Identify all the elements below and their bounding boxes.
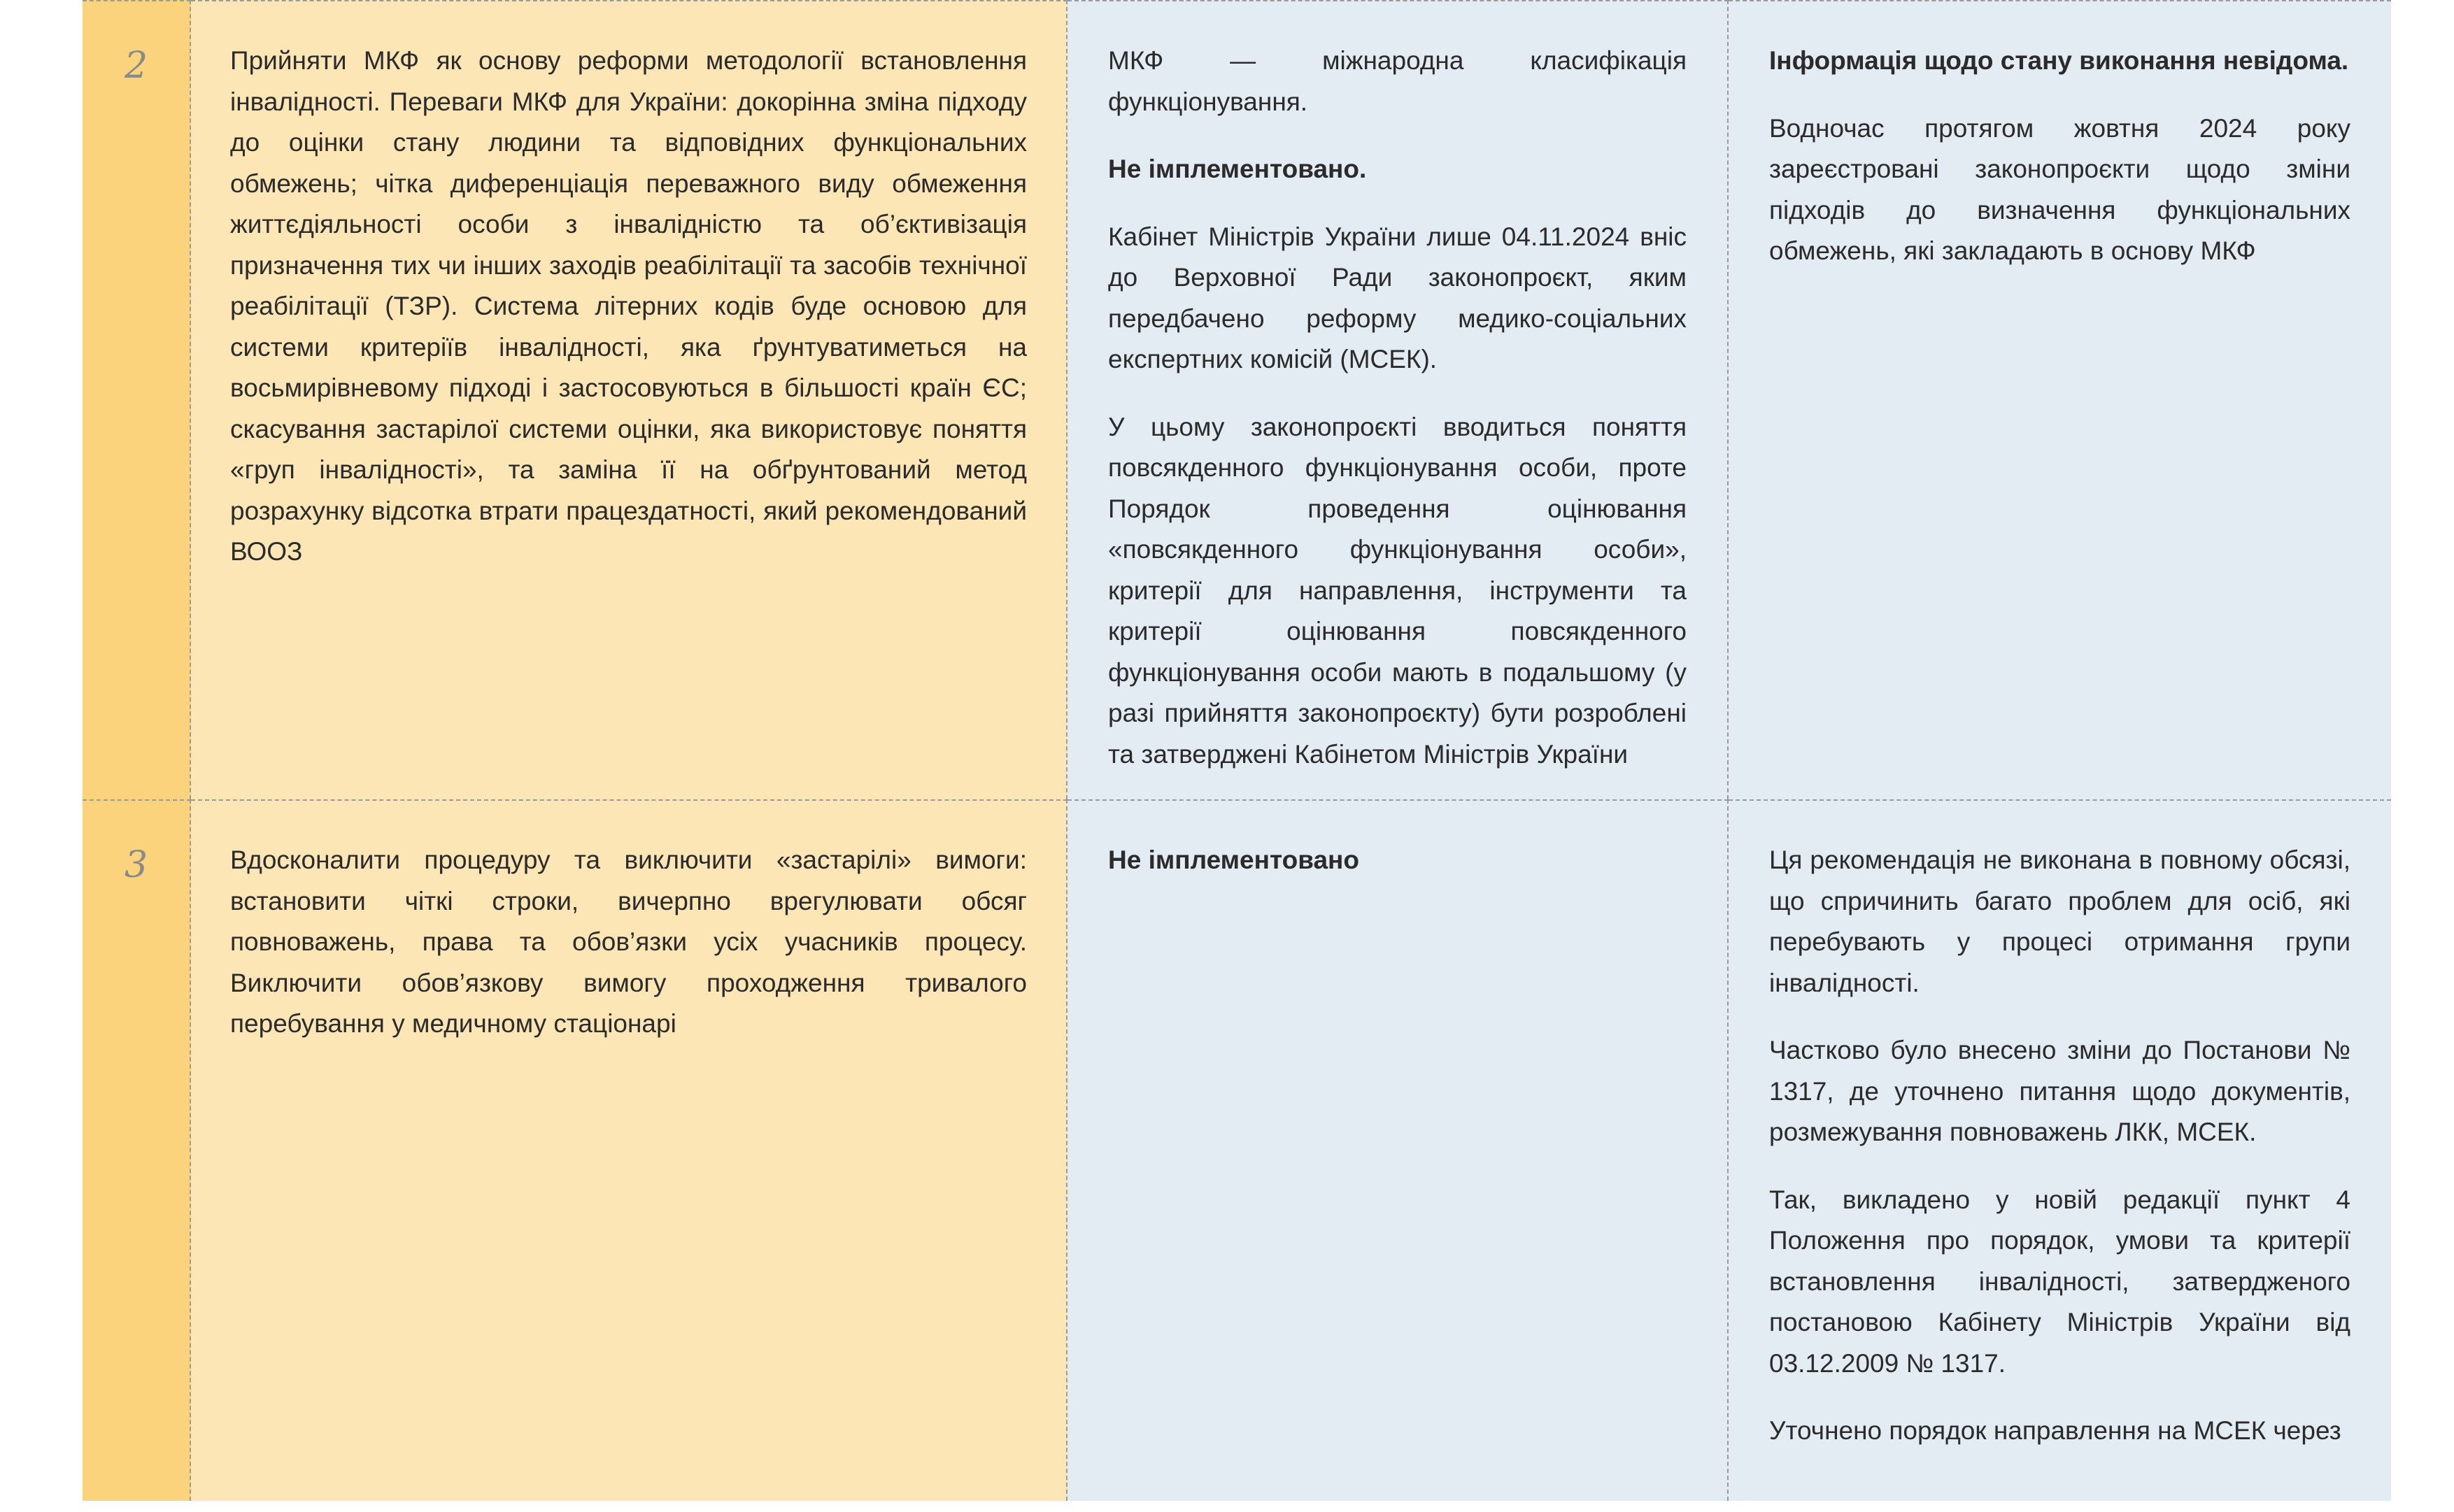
info-paragraph: Водночас протягом жовтня 2024 року зареєстровані законопроєкти щодо зміни підходів до визначення функціональних обмежень, які закладають в основу МКФ bbox=[1769, 113, 2350, 265]
additional-info-cell bbox=[1729, 0, 2391, 799]
table-row bbox=[83, 0, 2391, 799]
row-number-cell bbox=[83, 799, 191, 1501]
recommendations-table bbox=[83, 0, 2391, 1501]
recommendation-text: Вдосконалити процедуру та виключити «застарілі» вимоги: встановити чіткі строки, вичерпно врегулювати обсяг повноважень, права та обов’язки усіх учасників процесу. Виключити обов’язкову вимогу проходження тривалого перебування у медичному стаціонарі bbox=[230, 846, 1027, 1038]
row-number: 2 bbox=[124, 45, 148, 87]
status-paragraph: У цьому законопроєкті вводиться поняття повсякденного функціонування особи, проте Порядок проведення оцінювання «повсякденного функціонування особи», критерії для направлення, інструменти та критерії оцінювання повсякденного функціонування особи мають в подальшому (у разі прийняття законопроєкту) бути розроблені та затверджені Кабінетом Міністрів України bbox=[1108, 412, 1687, 769]
status-paragraph: Кабінет Міністрів України лише 04.11.2024 вніс до Верховної Ради законопроєкт, яким передбачено реформу медико-соціальних експертних комісій (МСЕК). bbox=[1108, 222, 1687, 373]
status-verdict: Не імплементовано bbox=[1108, 846, 1359, 874]
additional-info-cell bbox=[1729, 799, 2391, 1501]
implementation-status-cell bbox=[1068, 799, 1729, 1501]
info-paragraph: Так, викладено у новій редакції пункт 4 Положення про порядок, умови та критерії встановлення інвалідності, затвердженого постановою Кабінету Міністрів України від 03.12.2009 № 1317. bbox=[1769, 1185, 2350, 1378]
status-paragraph: МКФ — міжнародна класифікація функціонування. bbox=[1108, 46, 1687, 116]
info-paragraph: Частково було внесено зміни до Постанови № 1317, де уточнено питання щодо документів, розмежування повноважень ЛКК, МСЕК. bbox=[1769, 1036, 2350, 1146]
info-verdict: Інформація щодо стану виконання невідома. bbox=[1769, 46, 2349, 75]
implementation-status-cell bbox=[1068, 0, 1729, 799]
recommendation-cell bbox=[191, 0, 1068, 799]
table-row bbox=[83, 799, 2391, 1501]
info-paragraph: Уточнено порядок направлення на МСЕК через bbox=[1769, 1416, 2341, 1445]
recommendation-text: Прийняти МКФ як основу реформи методології встановлення інвалідності. Переваги МКФ для України: докорінна зміна підходу до оцінки стану людини та відповідних функціональних обмежень; чітка диференціація переважного виду обмеження життєдіяльності особи з інвалідністю та об’єктивізація призначення тих чи інших заходів реабілітації та засобів технічної реабілітації (ТЗР). Система літерних кодів буде основою для системи критеріїв інвалідності, яка ґрунтуватиметься на восьмирівневому підході і застосовуються в більшості країн ЄС; скасування застарілої системи оцінки, яка використовує поняття «груп інвалідності», та заміна її на обґрунтований метод розрахунку відсотка втрати працездатності, який рекомендований ВООЗ bbox=[230, 46, 1027, 566]
status-verdict: Не імплементовано. bbox=[1108, 155, 1367, 183]
info-paragraph: Ця рекомендація не виконана в повному обсязі, що спричинить багато проблем для осіб, які перебувають у процесі отримання групи інвалідності. bbox=[1769, 846, 2350, 997]
row-number-cell bbox=[83, 0, 191, 799]
row-number: 3 bbox=[124, 844, 148, 886]
recommendation-cell bbox=[191, 799, 1068, 1501]
